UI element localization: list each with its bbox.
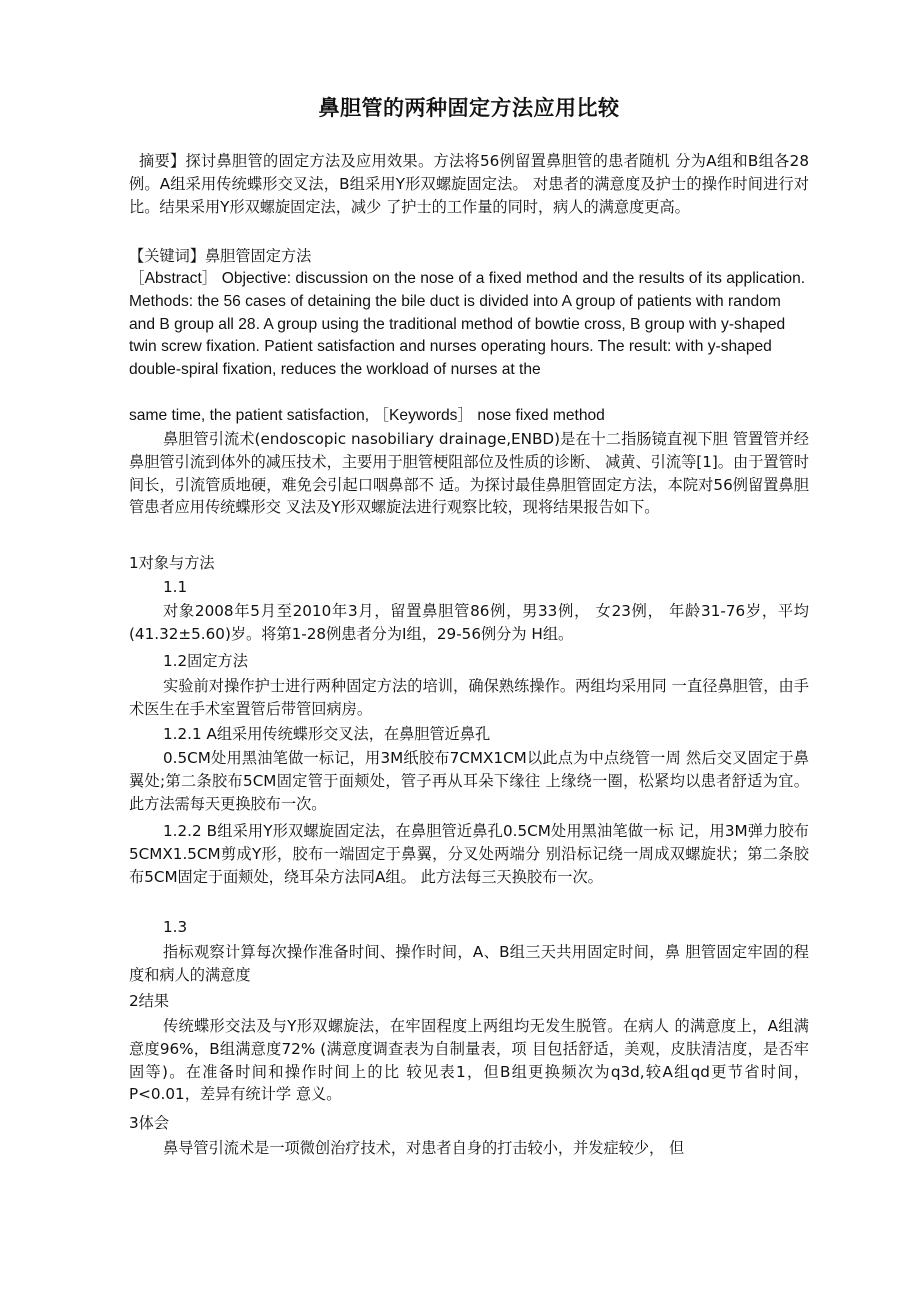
abstract-english-tail: same time, the patient satisfaction, ［Keywords］ nose fixed method — [129, 407, 605, 424]
abstract-chinese: 摘要】探讨鼻胆管的固定方法及应用效果。方法将56例留置鼻胆管的患者随机 分为A组和B组各28例。A组采用传统蝶形交叉法，B组采用Y形双螺旋固定法。 对患者的满意度及护士的操作时间进行对比。结果采用Y形双螺旋固定法，减少 了护士的工作量的同时，病人的满意度更高。 — [129, 152, 809, 216]
abstract-english: ［Abstract］ Objective: discussion on the nose of a fixed method and the results of its application. Methods: the 56 cases of detaining the bile duct is divided into A group of patients with random and B group all 28. A group using the traditional method of bowtie cross, B group with y-shaped twin screw fixation. Patient satisfaction and nurses operating hours. The result: with y-shaped double-spiral fixation, reduces the workload of nurses at the — [129, 270, 806, 379]
section-2-text: 传统蝶形交法及与Y形双螺旋法，在牢固程度上两组均无发生脱管。在病人 的满意度上，A组满意度96%，B组满意度72% (满意度调查表为自制量表，项 目包括舒适，美观，皮肤清洁度，是否牢固等)。在准备时间和操作时间上的比 较见表1，但B组更换频次为q3d,较A组qd更节省时间，P<0.01，差异有统计学 意义。 — [129, 1017, 809, 1104]
section-1-2-1-heading: 1.2.1 A组采用传统蝶形交叉法，在鼻胆管近鼻孔 — [163, 725, 491, 743]
section-1-1-heading: 1.1 — [163, 578, 188, 596]
section-1-2-text: 实验前对操作护士进行两种固定方法的培训，确保熟练操作。两组均采用同 一直径鼻胆管，由手术医生在手术室置管后带管回病房。 — [129, 677, 809, 718]
section-1-3-heading: 1.3 — [163, 918, 188, 936]
section-2-heading: 2结果 — [129, 992, 170, 1010]
section-1-heading: 1对象与方法 — [129, 554, 215, 572]
section-1-2-1-text: 0.5CM处用黑油笔做一标记，用3M纸胶布7CMX1CM以此点为中点绕管一周 然后交叉固定于鼻翼处;第二条胶布5CM固定管于面颊处，管子再从耳朵下缘往 上缘绕一圈，松紧均以患者舒适为宜。此方法需每天更换胶布一次。 — [129, 749, 809, 813]
section-3-heading: 3体会 — [129, 1114, 170, 1132]
section-1-2-2-text: 1.2.2 B组采用Y形双螺旋固定法，在鼻胆管近鼻孔0.5CM处用黑油笔做一标 记，用3M弹力胶布5CMX1.5CM剪成Y形，胶布一端固定于鼻翼，分叉处两端分 别沿标记绕一周成双螺旋状；第二条胶布5CM固定于面颊处，绕耳朵方法同A组。 此方法每三天换胶布一次。 — [129, 822, 809, 886]
section-1-2-heading: 1.2固定方法 — [163, 652, 248, 670]
section-3-text: 鼻导管引流术是一项微创治疗技术，对患者自身的打击较小，并发症较少， 但 — [163, 1139, 685, 1157]
section-1-3-text: 指标观察计算每次操作准备时间、操作时间，A、B组三天共用固定时间，鼻 胆管固定牢固的程度和病人的满意度 — [129, 943, 809, 984]
section-1-1-text: 对象2008年5月至2010年3月，留置鼻胆管86例，男33例， 女23例， 年龄31-76岁，平均(41.32±5.60)岁。将第1-28例患者分为I组，29-56例分为 H组。 — [129, 602, 809, 643]
document-title: 鼻胆管的两种固定方法应用比较 — [318, 96, 620, 120]
intro-paragraph: 鼻胆管引流术(endoscopic nasobiliary drainage,ENBD)是在十二指肠镜直视下胆 管置管并经鼻胆管引流到体外的减压技术，主要用于胆管梗阻部位及性质的诊断、 减黄、引流等[1]。由于置管时间长，引流管质地硬，难免会引起口咽鼻部不 适。为探讨最佳鼻胆管固定方法，本院对56例留置鼻胆管患者应用传统蝶形交 叉法及Y形双螺旋法进行观察比较，现将结果报告如下。 — [129, 430, 809, 517]
keywords-chinese: 【关键词】鼻胆管固定方法 — [129, 247, 312, 265]
